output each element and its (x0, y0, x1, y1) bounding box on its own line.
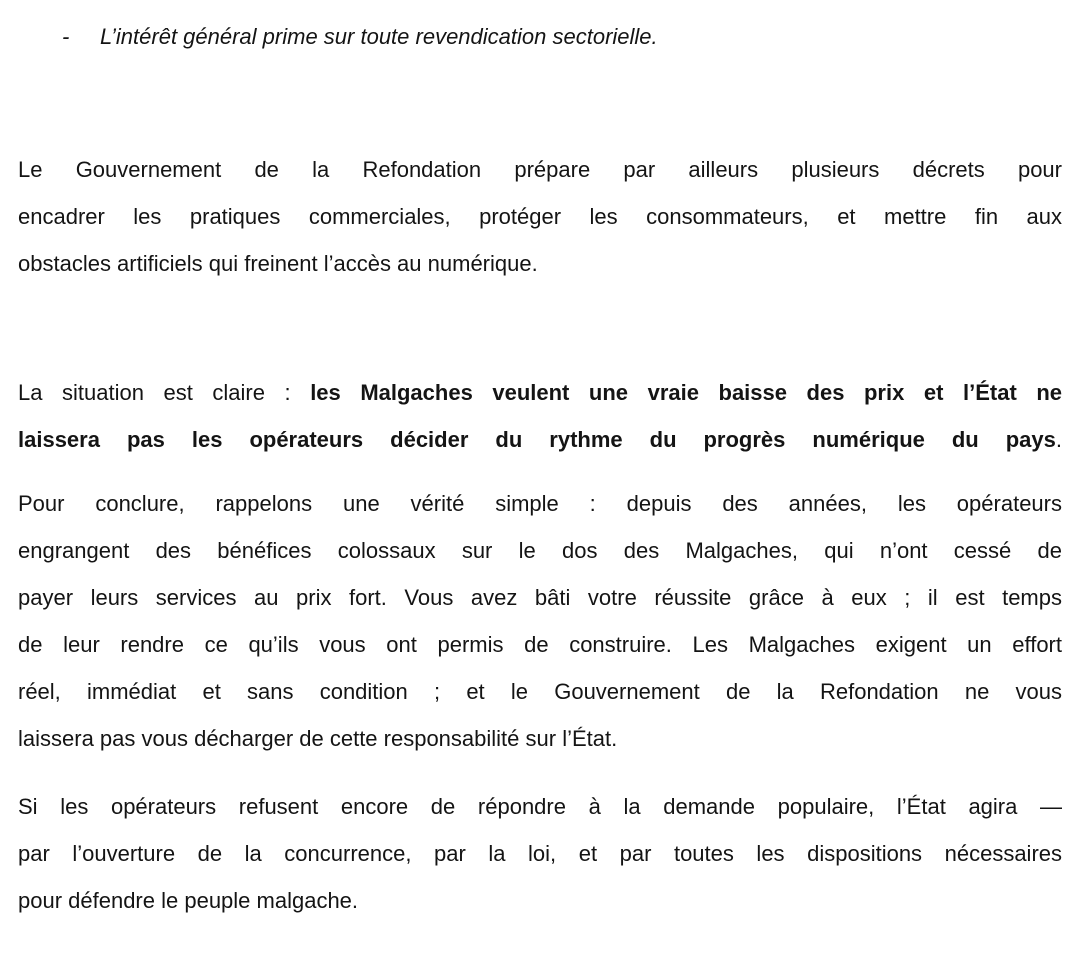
text-line (18, 240, 1062, 287)
text-run: Pour conclure, rappelons une vérité simple : depuis des années, les opérateurs (18, 491, 1062, 516)
text-run: Si les opérateurs refusent encore de répondre à la demande populaire, l’État agira — (18, 794, 1062, 819)
paragraph-decrets (18, 146, 1062, 287)
text-line (18, 527, 1062, 574)
text-run: obstacles artificiels qui freinent l’accès au numérique. (18, 251, 538, 276)
text-line (18, 621, 1062, 668)
bullet-dash-icon: - (62, 24, 70, 49)
text-run: réel, immédiat et sans condition ; et le Gouvernement de la Refondation ne vous (18, 679, 1062, 704)
text-run: engrangent des bénéfices colossaux sur le dos des Malgaches, qui n’ont cessé de (18, 538, 1062, 563)
text-line (18, 877, 1062, 924)
paragraph-intro-bullet (18, 13, 1062, 60)
text-line (18, 715, 1062, 762)
text-line (18, 783, 1062, 830)
text-run: pour défendre le peuple malgache. (18, 888, 359, 913)
text-line (18, 574, 1062, 621)
text-run: par l’ouverture de la concurrence, par la loi, et par toutes les dispositions nécessaires (18, 841, 1062, 866)
text-run: de leur rendre ce qu’ils vous ont permis de construire. Les Malgaches exigent un effort (18, 632, 1062, 657)
text-run: laissera pas vous décharger de cette responsabilité sur l’État. (18, 726, 618, 751)
text-run: L’intérêt général prime sur toute revendication sectorielle. (100, 24, 658, 49)
text-line (100, 13, 1062, 60)
text-line (18, 146, 1062, 193)
text-run: encadrer les pratiques commerciales, protéger les consommateurs, et mettre fin aux (18, 204, 1062, 229)
text-run: . (1055, 427, 1062, 452)
text-run: La situation est claire : (18, 380, 311, 405)
paragraph-ultimatum (18, 783, 1062, 924)
text-line (18, 416, 1062, 463)
paragraph-conclusion (18, 480, 1062, 762)
text-line (18, 830, 1062, 877)
text-line (18, 369, 1062, 416)
text-line (18, 193, 1062, 240)
document-body (0, 13, 1080, 955)
text-run: payer leurs services au prix fort. Vous avez bâti votre réussite grâce à eux ; il est temps (18, 585, 1062, 610)
bold-text-run: laissera pas les opérateurs décider du rythme du progrès numérique du pays (18, 427, 1056, 452)
bold-text-run: les Malgaches veulent une vraie baisse des prix et l’État ne (310, 380, 1062, 405)
paragraph-situation (18, 369, 1062, 463)
text-line (18, 668, 1062, 715)
text-line (18, 480, 1062, 527)
text-run: Le Gouvernement de la Refondation prépare par ailleurs plusieurs décrets pour (18, 157, 1062, 182)
